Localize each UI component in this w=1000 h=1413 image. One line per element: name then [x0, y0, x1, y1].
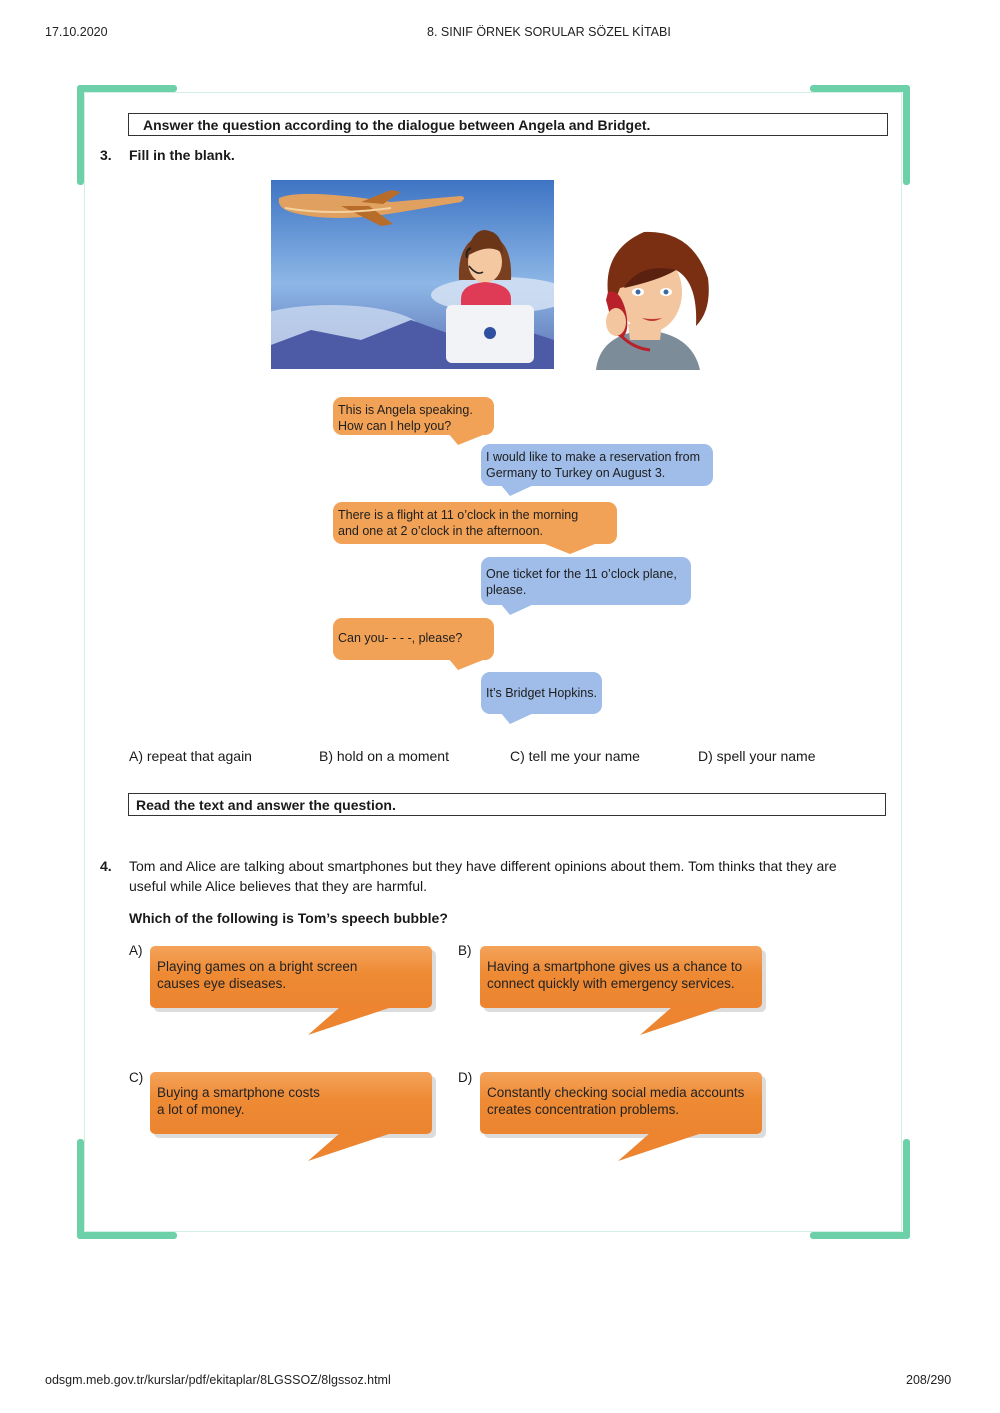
dialogue-bubble-3 [333, 502, 617, 544]
sky-scene-image [271, 180, 554, 369]
dialogue-bubble-2 [481, 444, 713, 486]
dialogue-line: Germany to Turkey on August 3. [486, 466, 666, 480]
q4-text-line-2: useful while Alice believes that they are harmful. [129, 878, 428, 894]
q3-option-c[interactable]: C) tell me your name [510, 748, 640, 764]
dialogue-bubble-5 [333, 618, 494, 660]
bubble-tail [448, 433, 488, 445]
bubble-tail [540, 542, 600, 554]
bubble-tail [500, 603, 536, 615]
q4-option-d-label[interactable]: D) [458, 1070, 473, 1085]
bubble-line: Constantly checking social media accounts [487, 1085, 745, 1100]
dialogue-line: I would like to make a reservation from [486, 450, 700, 464]
dialogue-bubble-4 [481, 557, 691, 605]
q4-text-line-1: Tom and Alice are talking about smartphones but they have different opinions about them. Tom thinks that they are [129, 858, 837, 874]
call-center-illustration [271, 180, 554, 369]
frame-corner-tl-v [77, 85, 84, 185]
frame-corner-br-h [810, 1232, 910, 1239]
dialogue-line: Can you- - - -, please? [338, 631, 463, 645]
bubble-tail [500, 712, 536, 724]
dialogue-line: One ticket for the 11 o’clock plane, [486, 567, 677, 581]
source-url: odsgm.meb.gov.tr/kurslar/pdf/ekitaplar/8LGSSOZ/8lgssoz.html [45, 1373, 391, 1387]
bubble-line: Having a smartphone gives us a chance to [487, 959, 743, 974]
dialogue-line: It’s Bridget Hopkins. [486, 686, 597, 700]
frame-corner-tr-h [810, 85, 910, 92]
q3-instruction: Answer the question according to the dialogue between Angela and Bridget. [128, 113, 888, 136]
frame-corner-tr-v [903, 85, 910, 185]
frame-corner-bl-h [77, 1232, 177, 1239]
q4-option-d-bubble[interactable] [480, 1072, 762, 1134]
bubble-tail [610, 1133, 710, 1163]
q4-option-c-bubble[interactable] [150, 1072, 432, 1134]
dialogue-bubble-1 [333, 397, 494, 435]
page-number: 208/290 [906, 1373, 952, 1387]
book-title: 8. SINIF ÖRNEK SORULAR SÖZEL KİTABI [427, 25, 671, 39]
bubble-line: connect quickly with emergency services. [487, 976, 735, 991]
q4-number: 4. [100, 858, 112, 874]
bubble-line: creates concentration problems. [487, 1102, 680, 1117]
bubble-line: Playing games on a bright screen [157, 959, 358, 974]
frame-corner-bl-v [77, 1139, 84, 1239]
dialogue-line: please. [486, 583, 527, 597]
q4-option-c-label[interactable]: C) [129, 1070, 144, 1085]
q4-instruction: Read the text and answer the question. [128, 793, 886, 816]
bubble-line: Buying a smartphone costs [157, 1085, 320, 1100]
frame-corner-tl-h [77, 85, 177, 92]
q4-option-a-bubble[interactable] [150, 946, 432, 1008]
dialogue-line: and one at 2 o’clock in the afternoon. [338, 524, 544, 538]
q3-prompt: Fill in the blank. [129, 147, 235, 163]
bubble-tail [500, 484, 536, 496]
bubble-tail [300, 1007, 400, 1037]
q4-option-a-label[interactable]: A) [129, 943, 143, 958]
dialogue-line: There is a flight at 11 o’clock in the morning [338, 508, 579, 522]
q4-option-b-bubble[interactable] [480, 946, 762, 1008]
q3-option-d[interactable]: D) spell your name [698, 748, 816, 764]
bubble-tail [632, 1007, 732, 1037]
frame-corner-br-v [903, 1139, 910, 1239]
q4-question: Which of the following is Tom’s speech bubble? [129, 910, 448, 926]
bubble-tail [448, 658, 488, 670]
q3-number: 3. [100, 147, 112, 163]
bubble-line: causes eye diseases. [157, 976, 287, 991]
dialogue-bubble-6 [481, 672, 602, 714]
q4-option-b-label[interactable]: B) [458, 943, 472, 958]
bubble-line: a lot of money. [157, 1102, 245, 1117]
dialogue-line: This is Angela speaking. [338, 403, 473, 417]
q3-option-b[interactable]: B) hold on a moment [319, 748, 449, 764]
q3-option-a[interactable]: A) repeat that again [129, 748, 252, 764]
print-date: 17.10.2020 [45, 25, 108, 39]
bridget-illustration [580, 222, 716, 370]
bubble-tail [300, 1133, 400, 1163]
woman-on-phone-image [580, 222, 716, 370]
dialogue-line: How can I help you? [338, 419, 452, 433]
